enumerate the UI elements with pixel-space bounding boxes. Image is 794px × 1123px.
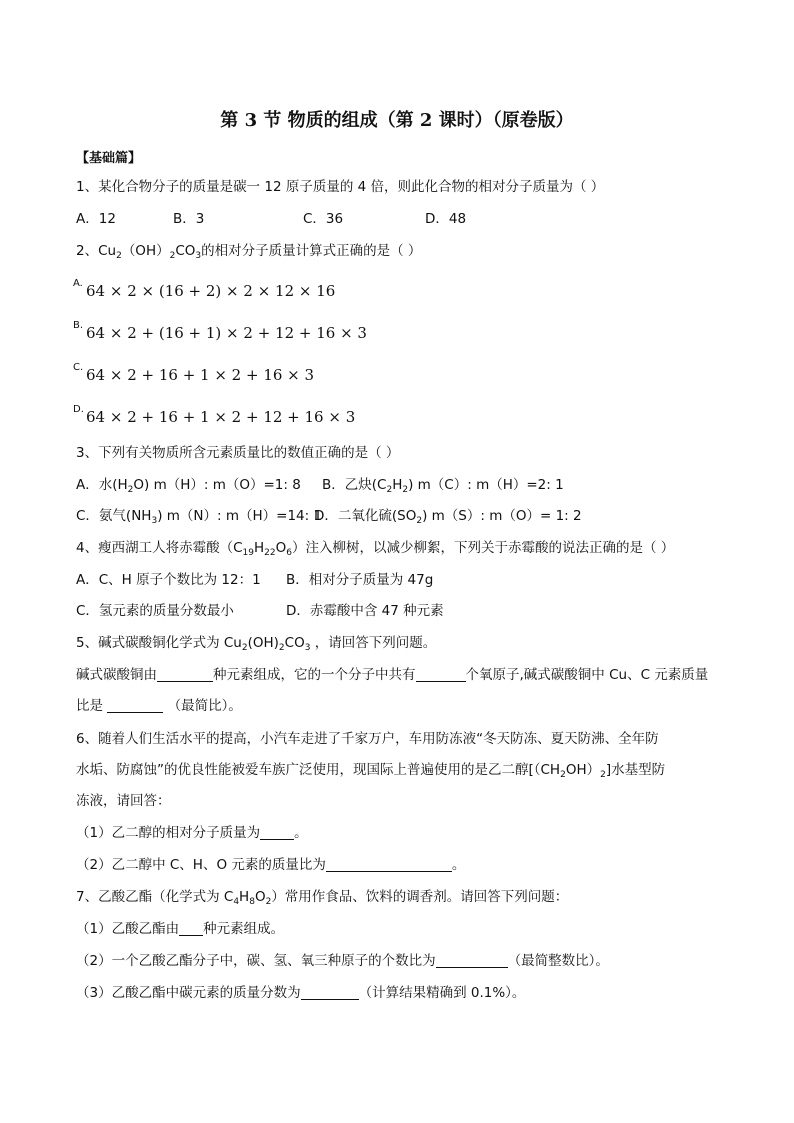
question-5-line-2: 碱式碳酸铜由 种元素组成，它的一个分子中共有 个氧原子,碱式碳酸铜中 Cu、C 元素质量 — [76, 667, 709, 683]
page-title: 第 3 节 物质的组成（第 2 课时）（原卷版） — [220, 110, 574, 131]
q1-option-a: A．12 — [76, 211, 116, 227]
question-6-part-1: （1）乙二醇的相对分子质量为 。 — [76, 825, 308, 841]
question-1-options — [76, 210, 466, 228]
question-7-part-3: （3）乙酸乙酯中碳元素的质量分数为 （计算结果精确到 0.1%）。 — [76, 985, 526, 1001]
question-6-line-2: 水垢、防腐蚀”的优良性能被爱车族广泛使用，现国际上普遍使用的是乙二醇$[(CH_2OH)_2]$水基型防 — [76, 762, 666, 780]
question-6-line-3: 冻液，请回答： — [76, 793, 171, 809]
q4-option-b: B．相对分子质量为 47g — [286, 572, 434, 588]
question-6-part-2: （2）乙二醇中 C、H、O 元素的质量比为 。 — [76, 857, 466, 873]
q3-option-a: A．水$(H_2O)$ m（H）: m（O）=1: 8 — [76, 477, 301, 495]
question-4-row-2 — [76, 602, 444, 620]
answer-blank[interactable] — [416, 667, 466, 682]
question-7-stem: 7、乙酸乙酯（化学式为 $C_4H_8O_2$）常用作食品、饮料的调香剂。请回答下列问题： — [76, 889, 569, 907]
question-4-row-1 — [76, 571, 433, 589]
answer-blank[interactable] — [107, 698, 163, 713]
q4-option-c: C．氢元素的质量分数最小 — [76, 603, 234, 619]
q2-option-d-expr: 64 × 2 + 16 + 1 × 2 + 12 + 16 × 3 — [86, 408, 356, 426]
answer-blank[interactable] — [179, 921, 203, 936]
q1-option-d: D．48 — [425, 211, 467, 227]
question-5-stem: 5、碱式碳酸铜化学式为 $Cu_2(OH)_2CO_3$ ，请回答下列问题。 — [76, 635, 437, 653]
question-3-row-1 — [76, 476, 564, 494]
answer-blank[interactable] — [436, 953, 508, 968]
question-2-stem: 2、$Cu_2(OH)_2CO_3$的相对分子质量计算式正确的是（ ） — [76, 243, 422, 261]
question-3-row-2 — [76, 507, 582, 525]
question-1-stem: 1、某化合物分子的质量是碳一 12 原子质量的 4 倍，则此化合物的相对分子质量为（ ） — [76, 179, 605, 195]
answer-blank[interactable] — [301, 985, 359, 1000]
q2-option-b-label: B. — [73, 320, 84, 331]
q2-option-b-expr: 64 × 2 + (16 + 1) × 2 + 12 + 16 × 3 — [86, 324, 367, 342]
question-7-part-2: （2）一个乙酸乙酯分子中，碳、氢、氧三种原子的个数比为 （最简整数比）。 — [76, 953, 609, 969]
q2-option-c-label: C. — [73, 362, 84, 373]
question-7-part-1: （1）乙酸乙酯由 种元素组成。 — [76, 921, 285, 937]
section-heading: 【基础篇】 — [76, 151, 142, 166]
q3-option-b: B．乙炔$(C_2H_2)$ m（C）: m（H）=2: 1 — [322, 477, 564, 495]
q2-option-d-label: D. — [73, 404, 84, 415]
q4-option-a: A．C、H 原子个数比为 12：1 — [76, 572, 261, 588]
q2-option-c-expr: 64 × 2 + 16 + 1 × 2 + 16 × 3 — [86, 366, 315, 384]
q1-option-c: C．36 — [303, 211, 344, 227]
answer-blank[interactable] — [157, 667, 213, 682]
q3-option-d: D．二氧化硫$(SO_2)$ m（S）: m（O）= 1: 2 — [314, 508, 582, 526]
answer-blank[interactable] — [326, 857, 452, 872]
question-4-stem: 4、瘦西湖工人将赤霉酸$(C_{19}H_{22}O_6)$注入柳树，以减少柳絮，下列关于赤霉酸的说法正确的是（ ） — [76, 540, 675, 558]
q4-option-d: D．赤霉酸中含 47 种元素 — [286, 603, 444, 619]
question-5-line-3: 比是 （最简比）。 — [76, 698, 242, 714]
question-3-stem: 3、下列有关物质所含元素质量比的数值正确的是（ ） — [76, 445, 400, 461]
q3-option-c: C．氨气$(NH_3)$ m（N）: m（H）=14: 1 — [76, 508, 323, 526]
q2-option-a-label: A. — [73, 278, 83, 289]
answer-blank[interactable] — [260, 825, 294, 840]
question-6-line-1: 6、随着人们生活水平的提高，小汽车走进了千家万户，车用防冻液“冬天防冻、夏天防沸、全年防 — [76, 731, 659, 747]
q2-option-a-expr: 64 × 2 × (16 + 2) × 2 × 12 × 16 — [86, 282, 336, 300]
q1-option-b: B．3 — [173, 211, 205, 227]
